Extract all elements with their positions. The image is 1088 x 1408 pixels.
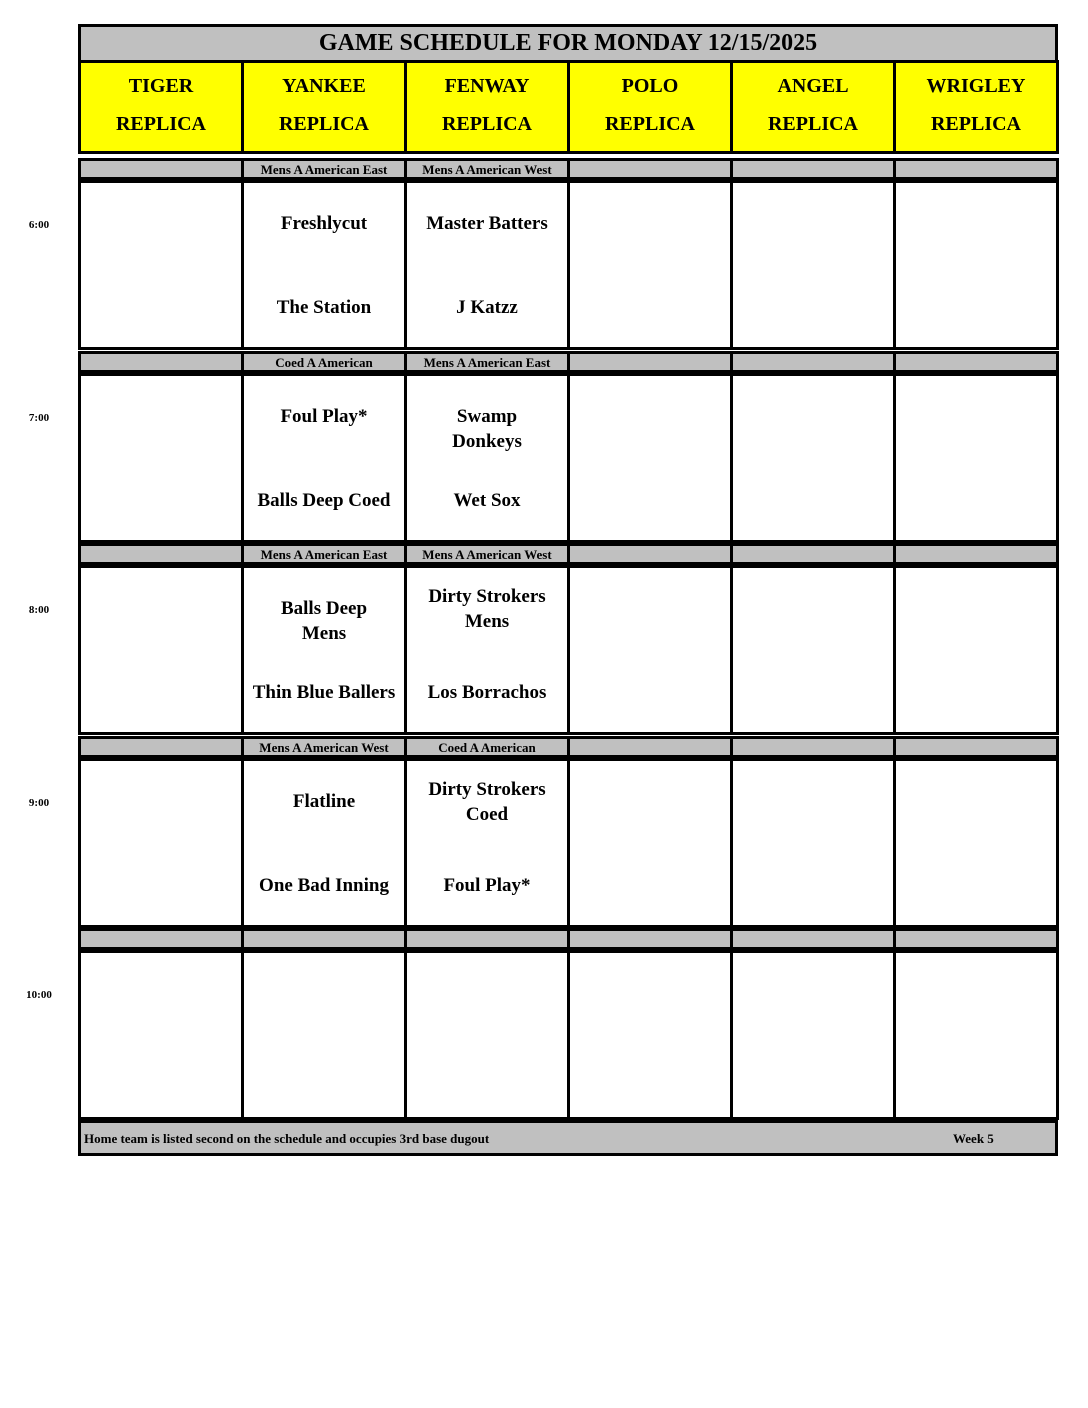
empty-game-cell: [730, 373, 896, 543]
home-team: Los Borrachos: [427, 682, 547, 703]
game-cell: [241, 565, 407, 735]
field-name: TIGER: [128, 75, 194, 97]
empty-game-cell: [730, 180, 896, 350]
empty-game-cell: [893, 373, 1059, 543]
division-cell: [567, 158, 733, 180]
division-cell: [78, 928, 244, 950]
empty-game-cell: [78, 373, 244, 543]
division-cell: Mens A American West: [404, 543, 570, 565]
away-team: Swamp Donkeys: [452, 406, 522, 452]
empty-game-cell: [78, 758, 244, 928]
time-label: 10:00: [26, 989, 52, 1001]
empty-game-cell: [567, 758, 733, 928]
empty-game-cell: [78, 180, 244, 350]
division-cell: [893, 736, 1059, 758]
field-header-angel: [730, 60, 896, 154]
division-cell: [241, 928, 407, 950]
schedule-title: GAME SCHEDULE FOR MONDAY 12/15/2025: [78, 24, 1058, 63]
division-cell: [893, 928, 1059, 950]
empty-game-cell: [567, 373, 733, 543]
field-name: WRIGLEY: [926, 75, 1026, 97]
time-label: 7:00: [28, 412, 50, 424]
empty-game-cell: [893, 180, 1059, 350]
empty-game-cell: [78, 565, 244, 735]
away-team: Flatline: [292, 791, 356, 812]
field-header-fenway: [404, 60, 570, 154]
division-cell: [567, 736, 733, 758]
home-team: J Katzz: [456, 297, 518, 318]
footer-bar: [78, 1120, 1058, 1156]
empty-game-cell: [404, 950, 570, 1120]
away-team: Master Batters: [426, 213, 548, 234]
time-label: 9:00: [28, 797, 50, 809]
division-cell: [567, 351, 733, 373]
division-cell: Mens A American East: [241, 543, 407, 565]
home-team: The Station: [276, 297, 372, 318]
home-team: Wet Sox: [453, 490, 521, 511]
away-team: Balls Deep Mens: [280, 598, 368, 644]
field-type: REPLICA: [441, 113, 532, 135]
empty-game-cell: [893, 565, 1059, 735]
game-cell: [241, 180, 407, 350]
division-cell: [78, 158, 244, 180]
field-name: YANKEE: [282, 75, 366, 97]
empty-game-cell: [567, 565, 733, 735]
field-header-yankee: [241, 60, 407, 154]
field-name: POLO: [621, 75, 679, 97]
division-cell: [730, 351, 896, 373]
away-team: Foul Play*: [280, 406, 368, 427]
division-cell: [78, 351, 244, 373]
field-type: REPLICA: [930, 113, 1021, 135]
away-team: Dirty Strokers Mens: [428, 586, 546, 632]
home-team: Foul Play*: [443, 875, 531, 896]
away-team: Dirty Strokers Coed: [428, 779, 546, 825]
field-header-tiger: [78, 60, 244, 154]
division-cell: [567, 928, 733, 950]
division-cell: [893, 543, 1059, 565]
home-team: Thin Blue Ballers: [252, 682, 396, 703]
division-cell: [730, 158, 896, 180]
division-cell: [78, 736, 244, 758]
field-type: REPLICA: [278, 113, 369, 135]
away-team: Freshlycut: [280, 213, 368, 234]
home-team: Balls Deep Coed: [257, 490, 391, 511]
division-cell: [404, 928, 570, 950]
empty-game-cell: [730, 950, 896, 1120]
week-label: Week 5: [953, 1131, 994, 1146]
field-header-polo: [567, 60, 733, 154]
division-cell: [730, 928, 896, 950]
game-cell: [404, 758, 570, 928]
field-name: FENWAY: [444, 75, 530, 97]
time-label: 6:00: [28, 219, 50, 231]
division-cell: [730, 736, 896, 758]
field-name: ANGEL: [777, 75, 849, 97]
empty-game-cell: [893, 758, 1059, 928]
game-cell: [404, 180, 570, 350]
field-type: REPLICA: [115, 113, 206, 135]
field-type: REPLICA: [604, 113, 695, 135]
division-cell: Coed A American: [241, 351, 407, 373]
division-cell: Coed A American: [404, 736, 570, 758]
empty-game-cell: [893, 950, 1059, 1120]
division-cell: Mens A American East: [404, 351, 570, 373]
home-team: One Bad Inning: [259, 875, 389, 896]
empty-game-cell: [241, 950, 407, 1120]
division-cell: [730, 543, 896, 565]
division-cell: Mens A American East: [241, 158, 407, 180]
empty-game-cell: [78, 950, 244, 1120]
division-cell: Mens A American West: [404, 158, 570, 180]
empty-game-cell: [730, 565, 896, 735]
division-cell: Mens A American West: [241, 736, 407, 758]
empty-game-cell: [567, 180, 733, 350]
empty-game-cell: [567, 950, 733, 1120]
footer-note: Home team is listed second on the schedule and occupies 3rd base dugout: [84, 1131, 490, 1146]
field-header-wrigley: [893, 60, 1059, 154]
division-cell: [567, 543, 733, 565]
empty-game-cell: [730, 758, 896, 928]
division-cell: [893, 158, 1059, 180]
field-type: REPLICA: [767, 113, 858, 135]
time-label: 8:00: [28, 604, 50, 616]
game-cell: [404, 565, 570, 735]
division-cell: [893, 351, 1059, 373]
game-cell: [404, 373, 570, 543]
game-cell: [241, 373, 407, 543]
division-cell: [78, 543, 244, 565]
game-cell: [241, 758, 407, 928]
